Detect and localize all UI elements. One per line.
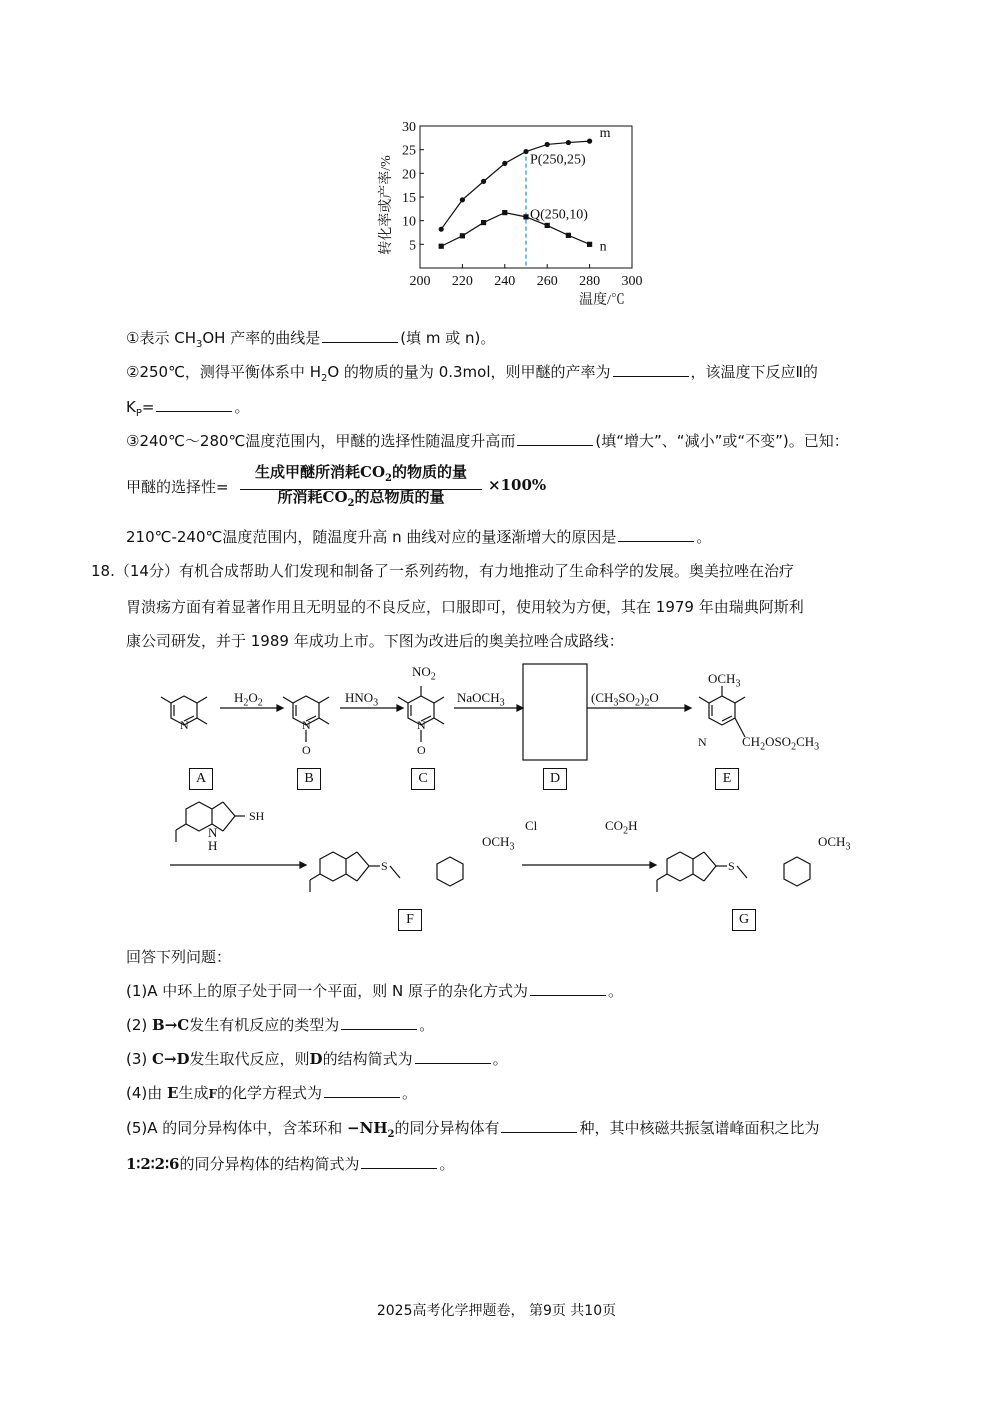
reagent-hno3: $HNO_3$ <box>345 690 379 709</box>
c-no2-group: $NO_2$ <box>412 664 436 683</box>
point-m <box>439 227 444 232</box>
yield-chart <box>370 118 650 318</box>
answer-blank[interactable] <box>322 328 398 343</box>
answer-blank[interactable] <box>415 1049 491 1064</box>
g-och3-group: $OCH_3$ <box>818 834 851 853</box>
point-n <box>523 214 528 219</box>
point-n <box>545 223 550 228</box>
y-tick-label: 15 <box>402 191 416 206</box>
point-n <box>439 244 444 249</box>
molecule-e <box>699 686 745 737</box>
q18-part5-cont: 1∶2∶2∶6的同分异构体的结构简式为 。 <box>126 1155 455 1173</box>
q17-part1: ①表示 $CH_3OH$ 产率的曲线是 (填 m 或 n)。 <box>126 329 496 350</box>
point-n <box>481 220 486 225</box>
x-tick-label: 260 <box>536 274 558 289</box>
q17-part2: ②250℃，测得平衡体系中 $H_2O$ 的物质的量为 0.3mol，则甲醚的产率为 ，该温度下反应Ⅱ的 <box>126 363 818 384</box>
y-axis-label: 转化率或产率/% <box>379 155 394 255</box>
formula-numerator: 生成甲醚所消耗$CO_2$的物质的量 <box>240 462 482 490</box>
series-label-m: m <box>599 126 611 142</box>
point-m <box>545 142 550 147</box>
o-atom-c: O <box>417 743 426 757</box>
reagent-ms2o: $(CH_3SO_2)_2O$ <box>591 690 659 709</box>
point-m <box>481 179 486 184</box>
label-a: A <box>189 768 213 790</box>
q18-part1: (1)A 中环上的原子处于同一个平面，则 N 原子的杂化方式为 。 <box>126 982 624 1000</box>
q17-part2-kp: $K_P=$ 。 <box>126 398 250 419</box>
answer-blank[interactable] <box>613 362 689 377</box>
q18-intro-line3: 康公司研发，并于 1989 年成功上市。下图为改进后的奥美拉唑合成路线： <box>126 632 624 650</box>
answer-blank[interactable] <box>156 397 232 412</box>
answer-blank[interactable] <box>517 431 593 446</box>
label-f: F <box>398 909 422 931</box>
formula-denominator: 所消耗$CO_2$的总物质的量 <box>277 488 445 509</box>
q18-part5: (5)A 的同分异构体中，含苯环和 $-NH_2$的同分异构体有 种，其中核磁共振氢谱峰面积之比为 <box>126 1119 820 1140</box>
answer-blank[interactable] <box>341 1015 417 1030</box>
e-och3-group: $OCH_3$ <box>708 671 741 690</box>
reagent-naoch3: NaOCH$_3$ <box>457 690 505 709</box>
n-atom-e: N <box>698 735 707 749</box>
point-n <box>566 233 571 238</box>
y-tick-label: 25 <box>402 143 416 159</box>
q17-part4: 210℃-240℃温度范围内，随温度升高 n 曲线对应的量逐渐增大的原因是 。 <box>126 528 712 546</box>
answer-intro: 回答下列问题： <box>126 948 232 966</box>
y-tick-label: 10 <box>402 214 416 230</box>
q18-intro-line2: 胃溃疡方面有着显著作用且无明显的不良反应，口服即可，使用较为方便，其在 1979 年由瑞典阿斯利 <box>126 598 804 616</box>
answer-blank[interactable] <box>324 1083 400 1098</box>
reagent-h2o2: $H_2O_2$ <box>234 690 263 709</box>
molecule-c <box>398 686 444 742</box>
q17-part3: ③240℃～280℃温度范围内，甲醚的选择性随温度升高而 (填“增大”、“减小”或“不变”)。已知： <box>126 432 849 450</box>
n-atom-b: N <box>302 718 311 732</box>
x-tick-label: 200 <box>409 274 431 289</box>
point-m <box>566 140 571 145</box>
annotation-q: Q(250,10) <box>530 207 588 223</box>
point-m <box>460 197 465 202</box>
answer-blank[interactable] <box>618 527 694 542</box>
answer-blank[interactable] <box>501 1118 577 1133</box>
e-side-chain: $CH_2OSO_2CH_3$ <box>742 734 820 753</box>
selectivity-formula: 甲醚的选择性= 生成甲醚所消耗$CO_2$的物质的量 所消耗$CO_2$的总物质的量 ×100% <box>126 462 586 512</box>
n-atom-a: N <box>180 718 189 732</box>
series-label-n: n <box>599 239 607 255</box>
mcpba-cl: Cl <box>525 818 538 833</box>
q18-part4: (4)由 E生成F的化学方程式为 。 <box>126 1084 418 1102</box>
s-atom-g: S <box>728 859 735 873</box>
mcpba-co2h: $CO_2H$ <box>605 818 638 837</box>
label-e: E <box>715 768 739 790</box>
label-d: D <box>543 768 567 790</box>
point-n <box>460 233 465 238</box>
point-n <box>502 210 507 215</box>
label-g: G <box>732 909 756 931</box>
point-m <box>587 139 592 144</box>
answer-blank[interactable] <box>361 1154 437 1169</box>
y-tick-label: 20 <box>402 167 416 183</box>
s-atom-f: S <box>381 859 388 873</box>
y-tick-label: 5 <box>409 238 416 254</box>
o-atom-b: O <box>302 743 311 757</box>
label-c: C <box>411 768 435 790</box>
x-tick-label: 240 <box>494 274 516 289</box>
q18-part3: (3) C→D发生取代反应，则D的结构简式为 。 <box>126 1050 508 1068</box>
x-tick-label: 300 <box>621 274 643 289</box>
annotation-p: P(250,25) <box>530 152 586 168</box>
label-b: B <box>297 768 321 790</box>
q18-part2: (2) B→C发生有机反应的类型为 。 <box>126 1016 435 1034</box>
point-n <box>587 242 592 247</box>
y-tick-label: 30 <box>402 120 416 135</box>
f-och3-group: $OCH_3$ <box>482 834 515 853</box>
x-axis-label: 温度/℃ <box>579 293 625 308</box>
molecule-d-box <box>523 664 587 760</box>
answer-blank[interactable] <box>530 981 606 996</box>
thiol-h: H <box>208 838 218 853</box>
x-tick-label: 220 <box>451 274 473 289</box>
point-m <box>502 161 507 166</box>
n-atom-c: N <box>417 718 426 732</box>
sh-group: SH <box>249 809 265 823</box>
point-m <box>523 149 528 154</box>
q18-intro-line1: 18.（14分）有机合成帮助人们发现和制备了一系列药物，有力地推动了生命科学的发展。奥美拉唑在治疗 <box>91 562 794 580</box>
thiol-nh: N <box>208 825 218 840</box>
x-tick-label: 280 <box>579 274 601 289</box>
page-footer: 2025高考化学押题卷， 第9页 共10页 <box>376 1303 617 1319</box>
